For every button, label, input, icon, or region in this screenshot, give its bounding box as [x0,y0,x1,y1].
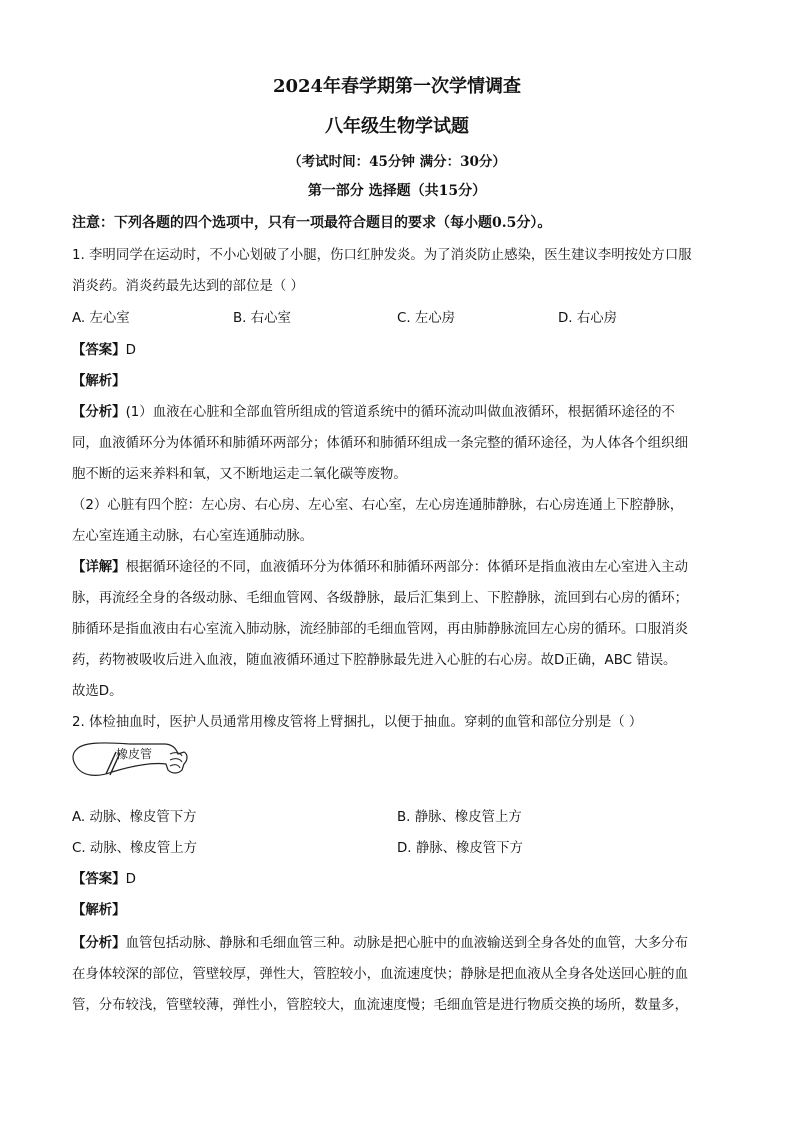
figure-label: 橡皮管 [116,747,153,761]
q2-analysis-tag: 【解析】 [72,902,126,918]
q2-option-d: D. 静脉、橡皮管下方 [397,841,523,856]
q1-analysis-line: 胞不断的运来养料和氧，又不断地运走二氧化碳等废物。 [72,467,407,482]
answer-tag: 【答案】 [72,342,126,358]
q1-stem-line1: 1. 李明同学在运动时，不小心划破了小腿，伤口红肿发炎。为了消炎防止感染，医生建议李明按处方口服 [72,248,692,263]
arm-tourniquet-illustration [72,738,190,782]
analysis-label: 【分析】 [72,935,126,951]
section-heading: 第一部分 选择题（共15分） [307,183,487,199]
q1-option-d: D. 右心房 [558,311,617,326]
answer-value: D [125,343,136,358]
q1-detail-line: 肺循环是指血液由右心室流入肺动脉，流经肺部的毛细血管网，再由肺静脉流回左心房的循环。口服消炎 [72,622,688,637]
q1-option-a: A. 左心室 [72,311,130,326]
q2-option-a: A. 动脉、橡皮管下方 [72,810,197,825]
q1-detail-line: 故选D。 [72,684,123,699]
q2-analysis-line: 在身体较深的部位，管壁较厚，弹性大，管腔较小，血流速度快；静脉是把血液从全身各处送回心脏的血 [72,967,688,982]
fist-lines [170,753,182,768]
exam-info: （考试时间：45分钟 满分：30分） [288,154,506,170]
answer-value: D [125,872,136,887]
exam-title: 2024年春学期第一次学情调查 [272,76,522,97]
q1-detail-line: 脉，再流经全身的各级动脉、毛细血管网、各级静脉，最后汇集到上、下腔静脉，流回到右心房的循环； [72,591,688,606]
q1-detail-line [72,556,688,575]
q1-analysis-line: 左心室连通主动脉，右心室连通肺动脉。 [72,529,314,544]
q2-answer [72,868,136,887]
q2-analysis-line [72,932,688,951]
notice: 注意：下列各题的四个选项中，只有一项最符合题目的要求（每小题0.5分）。 [72,215,552,231]
q1-analysis-tag: 【解析】 [72,373,126,389]
q2-analysis-line: 管，分布较浅，管壁较薄，弹性小，管腔较大，血流速度慢；毛细血管是进行物质交换的场所，数量多， [72,998,688,1013]
analysis-text: 血管包括动脉、静脉和毛细血管三种。动脉是把心脏中的血液输送到全身各处的血管，大多分布 [125,936,688,951]
q2-option-b: B. 静脉、橡皮管上方 [397,810,522,825]
q1-option-b: B. 右心室 [233,311,291,326]
q2-option-c: C. 动脉、橡皮管上方 [72,841,197,856]
q1-stem-line2: 消炎药。消炎药最先达到的部位是（ ） [72,279,304,294]
answer-tag: 【答案】 [72,871,126,887]
detail-text: 根据循环途径的不同，血液循环分为体循环和肺循环两部分：体循环是指血液由左心室进入主动 [125,560,688,575]
detail-label: 【详解】 [72,559,126,575]
exam-subtitle: 八年级生物学试题 [325,116,469,137]
q1-detail-line: 药，药物被吸收后进入血液，随血液循环通过下腔静脉最先进入心脏的右心房。故D正确，ABC 错误。 [72,653,677,668]
q1-analysis-line [72,401,675,420]
q1-answer [72,339,136,358]
analysis-label: 【分析】 [72,404,126,420]
q1-option-c: C. 左心房 [397,311,456,326]
q1-analysis-line: 同，血液循环分为体循环和肺循环两部分；体循环和肺循环组成一条完整的循环途径，为人体各个组织细 [72,436,688,451]
q1-analysis-line: （2）心脏有四个腔：左心房、右心房、左心室、右心室，左心房连通肺静脉，右心房连通上下腔静脉， [72,498,684,513]
analysis-text: (1）血液在心脏和全部血管所组成的管道系统中的循环流动叫做血液循环，根据循环途径的不 [125,405,675,420]
q2-stem: 2. 体检抽血时，医护人员通常用橡皮管将上臂捆扎，以便于抽血。穿刺的血管和部位分别是（ ） [72,715,643,730]
arm-figure [72,738,190,782]
